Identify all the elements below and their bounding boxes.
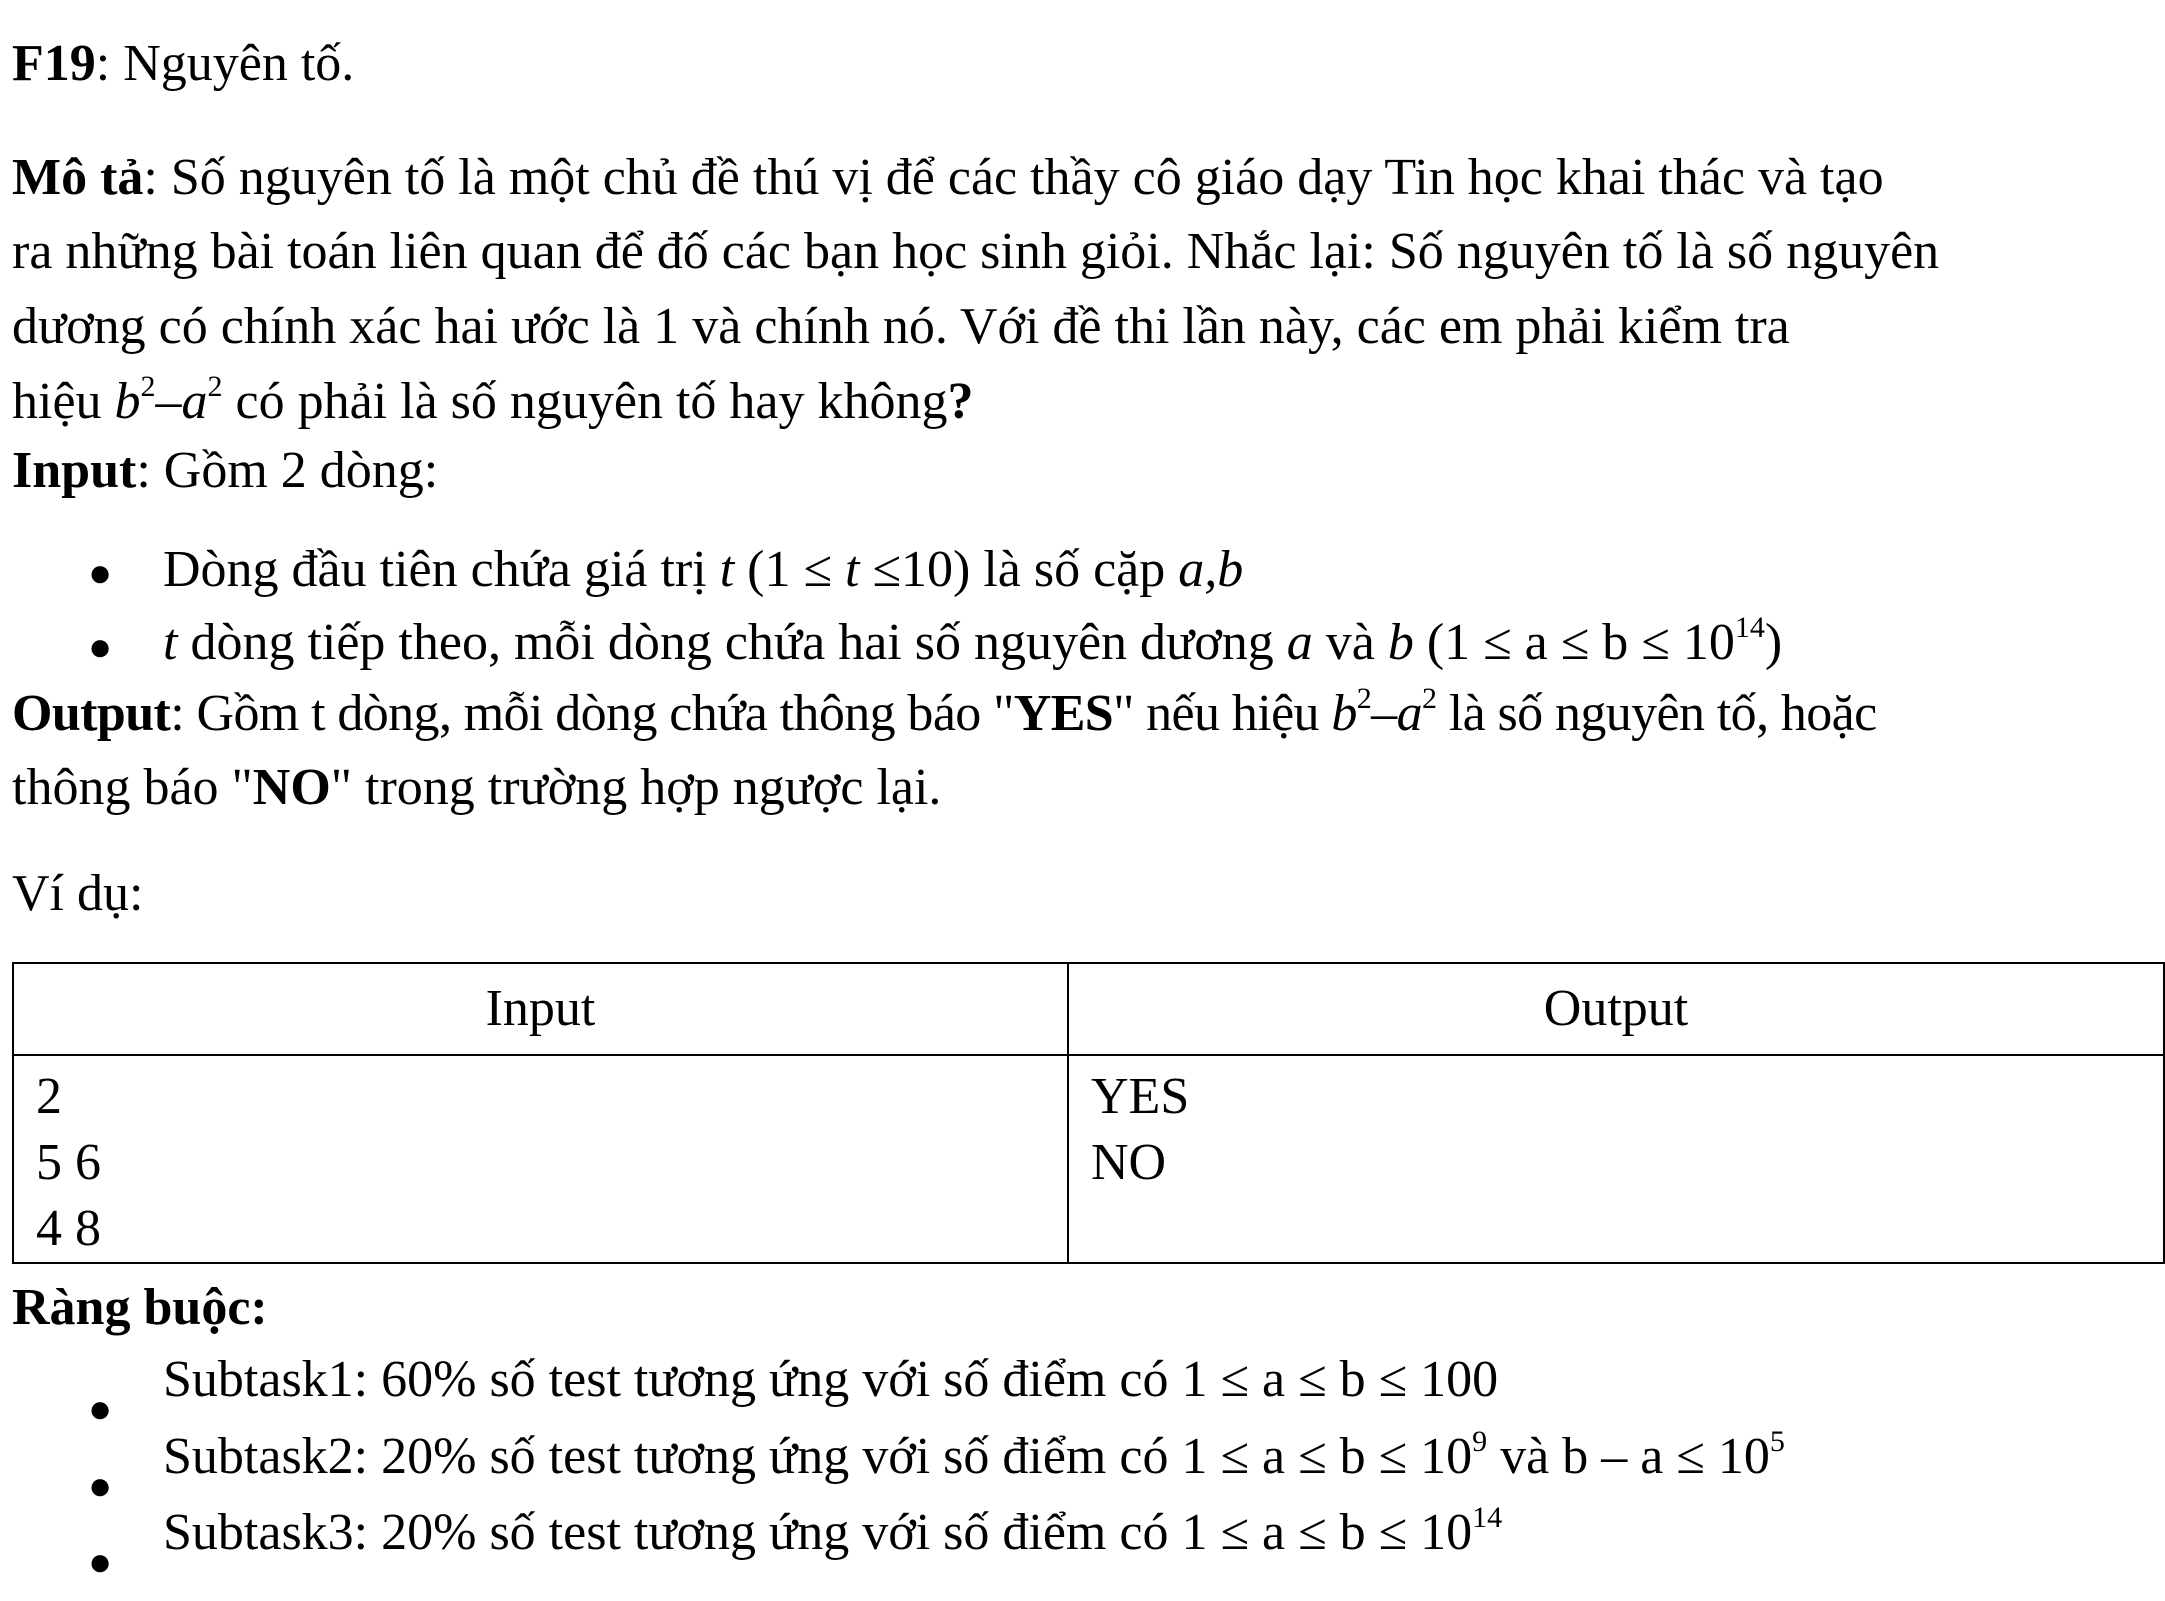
constraint-item-3: Subtask3: 20% số test tương ứng với số điểm có $1 \le a \le b \le 10^{14}$ xyxy=(163,1501,1503,1561)
sample-output-cell xyxy=(1068,1055,2164,1263)
output-line-1: Output: Gồm t dòng, mỗi dòng chứa thông báo "YES" nếu hiệu $b^2-a^2$ là số nguyên tố, hoặc xyxy=(12,682,1877,742)
sample-output-line: NO xyxy=(1091,1134,1167,1191)
description-line-4: hiệu $b^2-a^2$ có phải là số nguyên tố hay không? xyxy=(12,370,974,430)
problem-title xyxy=(12,35,355,92)
description-line-1: Mô tả: Số nguyên tố là một chủ đề thú vị để các thầy cô giáo dạy Tin học khai thác và tạo xyxy=(12,149,1884,206)
sample-input-line: 5 6 xyxy=(36,1134,101,1191)
sample-input-cell xyxy=(13,1055,1068,1263)
bullet-icon: ● xyxy=(88,1386,113,1431)
bullet-icon: ● xyxy=(88,1463,113,1508)
description-label: Mô tả xyxy=(12,149,144,206)
sample-output-line: YES xyxy=(1091,1068,1190,1125)
bullet-icon: ● xyxy=(88,1539,113,1584)
problem-name: : Nguyên tố. xyxy=(95,35,355,92)
description-line-2: ra những bài toán liên quan để đố các bạn học sinh giỏi. Nhắc lại: Số nguyên tố là số nguyên xyxy=(12,223,1940,280)
bullet-icon: ● xyxy=(88,550,113,595)
input-bullet-2: t dòng tiếp theo, mỗi dòng chứa hai số nguyên dương a và b $(1 \le a \le b \le 10^{14})$ xyxy=(163,611,1783,671)
description-line-3: dương có chính xác hai ước là 1 và chính nó. Với đề thi lần này, các em phải kiểm tra xyxy=(12,298,1790,355)
constraint-item-1: Subtask1: 60% số test tương ứng với số điểm có 1 ≤ a ≤ b ≤ 100 xyxy=(163,1351,1499,1408)
sample-input-line: 2 xyxy=(36,1068,62,1125)
sample-input-line: 4 8 xyxy=(36,1200,101,1257)
output-label: Output xyxy=(12,685,171,742)
constraint-item-2: Subtask2: 20% số test tương ứng với số điểm có $1 \le a \le b \le 10^9$ và $b - a \le 10^5$ xyxy=(163,1425,1785,1485)
table-row xyxy=(13,1055,2164,1263)
table-header-output: Output xyxy=(1068,963,2164,1055)
input-bullet-1: Dòng đầu tiên chứa giá trị t (1 ≤ t ≤10) là số cặp a,b xyxy=(163,541,1244,598)
sample-table xyxy=(12,962,2165,1264)
bullet-icon: ● xyxy=(88,624,113,669)
constraints-heading: Ràng buộc: xyxy=(12,1279,268,1336)
problem-code: F19 xyxy=(12,35,96,92)
example-label: Ví dụ: xyxy=(12,865,144,922)
input-label: Input xyxy=(12,442,137,499)
table-header-row xyxy=(13,963,2164,1055)
output-line-2: thông báo "NO" trong trường hợp ngược lại. xyxy=(12,759,942,816)
table-header-input: Input xyxy=(13,963,1068,1055)
input-heading: Input: Gồm 2 dòng: xyxy=(12,442,439,499)
